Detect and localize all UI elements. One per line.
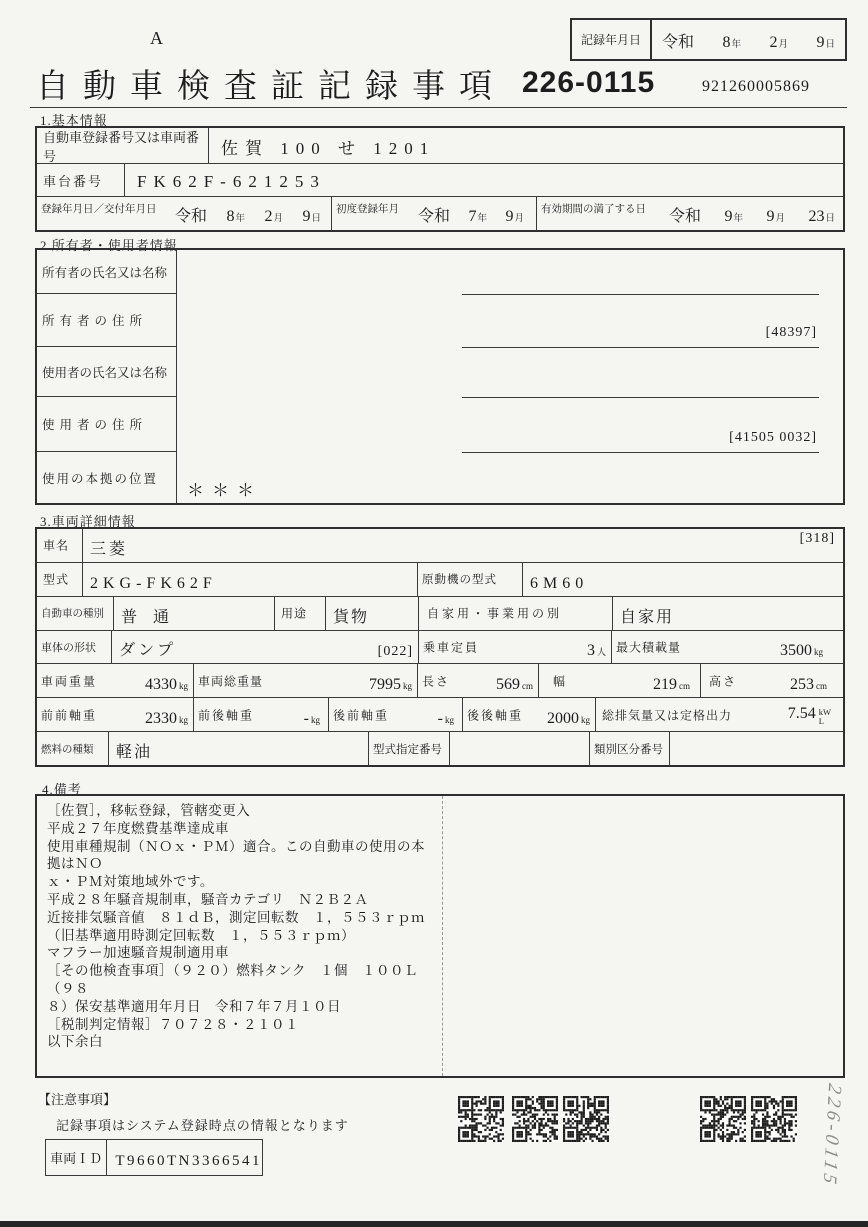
car-name-value: 三菱: [90, 540, 129, 558]
fuel-value: 軽油: [116, 744, 153, 762]
section-remarks: [35, 794, 845, 1078]
section-basic: [35, 126, 845, 232]
remark-line: ［その他検査事項］（９２０）燃料タンク １個 １００Ｌ （９８: [47, 963, 432, 996]
remarks-text: [47, 802, 437, 1051]
model-label: 型式: [43, 572, 70, 587]
row-axle-weights: 前前軸重 2330 kg 前後軸重 - kg 後前軸重 - kg 後後軸重 2000 kg 総排気量又は定格出力 7.54 kW L: [37, 698, 843, 732]
capacity-label: 乗車定員: [423, 640, 480, 655]
reg-date-label: 登録年月日／交付年月日: [41, 204, 157, 216]
car-name-label: 車名: [43, 538, 70, 553]
axle-rr-label: 後後軸重: [467, 708, 524, 723]
reg-number-value: 佐賀 100 せ 1201: [221, 139, 436, 158]
corner-mark: A: [150, 28, 163, 48]
model-value: 2KG-FK62F: [90, 574, 217, 592]
max-load-label: 最大積載量: [616, 640, 682, 655]
axle-fr-label: 前後軸重: [198, 708, 255, 723]
section-remarks-title: 4.備考: [42, 782, 82, 797]
qr-code: [700, 1096, 746, 1142]
record-date-label: 記録年月日: [572, 20, 652, 59]
weight-label: 車両重量: [41, 674, 98, 689]
weight-value: 4330: [145, 676, 177, 694]
remark-line: マフラー加速騒音規制適用車: [47, 945, 229, 961]
ownership-label: 自家用・事業用の別: [427, 606, 563, 621]
category-value: 普通: [121, 608, 186, 626]
gross-label: 車両総重量: [198, 674, 264, 689]
row-body-shape: 車体の形状 ダンプ [022] 乗車定員 3 人 最大積載量 3500 kg: [37, 631, 843, 665]
height-label: 高さ: [709, 674, 738, 689]
section-owner-title: 2.所有者・使用者情報: [40, 238, 178, 253]
qr-code: [458, 1096, 504, 1142]
length-value: 569: [496, 676, 520, 694]
axle-ff-value: 2330: [145, 710, 177, 728]
axle-rf-value: -: [437, 710, 443, 728]
document-number: 226-0115: [522, 66, 656, 99]
height-value: 253: [790, 676, 814, 694]
remark-line: （旧基準適用時測定回転数 １，５５３ｒｐｍ）: [47, 927, 355, 943]
remark-line: 使用車種規制（ＮＯｘ・ＰＭ）適合。この自動車の使用の本拠はＮＯ: [47, 838, 425, 872]
qr-code: [563, 1096, 609, 1142]
displacement-label: 総排気量又は定格出力: [602, 708, 733, 723]
notice-title: 【注意事項】: [38, 1092, 117, 1107]
row-reg-number: [37, 128, 843, 164]
use-label: 用途: [281, 606, 308, 621]
remarks-column-divider: [442, 796, 443, 1076]
serial-number: 921260005869: [702, 78, 810, 95]
expiry-label: 有効期間の満了する日: [541, 204, 646, 216]
vehicle-id-value: T9660TN3366541: [115, 1153, 262, 1169]
handwritten-note: 226-0115: [818, 1081, 845, 1190]
body-shape-code: [022]: [377, 644, 413, 660]
axle-ff-label: 前前軸重: [41, 708, 98, 723]
owner-name-label: 所有者の氏名又は名称: [37, 250, 177, 294]
remark-line: 平成２７年度燃費基準達成車: [47, 820, 229, 836]
displacement-value: 7.54: [787, 705, 816, 723]
first-reg-cell: 初度登録年月 令和 7年 9月: [332, 197, 537, 230]
body-shape-label: 車体の形状: [41, 642, 96, 654]
row-model: [37, 563, 843, 597]
reg-date-cell: 登録年月日／交付年月日 令和 8年 2月 9日: [37, 197, 332, 230]
axle-rf-label: 後前軸重: [333, 708, 390, 723]
owner-address-code: [48397]: [765, 325, 817, 340]
length-label: 長さ: [422, 674, 451, 689]
record-date-value: 令和 8年 2月 9日: [662, 34, 835, 51]
gross-value: 7995: [369, 676, 401, 694]
axle-rr-value: 2000: [547, 710, 579, 728]
remark-line: ｘ・ＰＭ対策地域外です。: [47, 874, 214, 890]
type-designation-label: 型式指定番号: [373, 743, 442, 756]
base-location-value: ＊＊＊: [187, 481, 262, 500]
capacity-value: 3: [586, 642, 595, 660]
ownership-value: 自家用: [620, 608, 675, 626]
user-address-underline: [462, 452, 819, 453]
kw-per-liter-units: kW L: [818, 707, 831, 726]
remark-line: 以下余白: [47, 1034, 103, 1050]
user-name-label: 使用者の氏名又は名称: [37, 347, 177, 397]
chassis-label: 車台番号: [37, 164, 125, 196]
engine-value: 6M60: [530, 574, 589, 592]
expiry-cell: 有効期間の満了する日 令和 9年 9月 23日: [537, 197, 843, 230]
owner-address-underline: [462, 347, 819, 348]
remark-line: ［佐賀］，移転登録，管轄変更入: [47, 803, 251, 818]
width-value: 219: [653, 676, 677, 694]
qr-code: [751, 1096, 797, 1142]
owner-address-label: 所有者の住所: [37, 294, 177, 347]
fuel-label: 燃料の種類: [41, 744, 94, 756]
axle-fr-value: -: [303, 710, 309, 728]
qr-code: [512, 1096, 558, 1142]
row-dates: [37, 197, 843, 230]
first-reg-label: 初度登録年月: [336, 204, 399, 216]
chassis-value: FK62F-621253: [137, 172, 326, 192]
row-car-name: [37, 529, 843, 563]
scan-bottom-edge: [0, 1221, 868, 1227]
page-title: 自動車検査証記録事項: [36, 69, 506, 105]
reg-number-label: 自動車登録番号又は車両番号: [37, 128, 209, 163]
user-name-underline: [462, 397, 819, 398]
record-date-box: [570, 18, 847, 61]
notice-text: 記録事項はシステム登録時点の情報となります: [56, 1118, 349, 1133]
category-label: 自動車の種別: [41, 608, 104, 620]
width-label: 幅: [553, 674, 567, 689]
section-vehicle: [35, 527, 845, 767]
class-number-label: 類別区分番号: [594, 743, 663, 756]
row-weights-dims: 車両重量 4330 kg 車両総重量 7995 kg 長さ 569 cm 幅 219 cm 高さ 253 cm: [37, 664, 843, 698]
user-address-label: 使用者の住所: [37, 397, 177, 452]
row-fuel-type-class: [37, 732, 843, 765]
base-location-label: 使用の本拠の位置: [37, 452, 177, 503]
max-load-value: 3500: [780, 642, 812, 660]
remark-line: ８）保安基準適用年月日 令和７年７月１０日: [47, 998, 341, 1014]
section-basic-title: 1.基本情報: [40, 113, 108, 128]
vehicle-id-box: [45, 1139, 263, 1176]
row-chassis: [37, 164, 843, 197]
remark-line: ［税制判定情報］７０７２８・２１０１: [47, 1016, 299, 1032]
engine-label: 原動機の型式: [422, 574, 497, 587]
car-name-code: [318]: [799, 531, 835, 546]
top-rule: [30, 107, 847, 108]
section-owner: [35, 248, 845, 505]
user-address-code: [41505 0032]: [729, 430, 817, 445]
remark-line: 平成２８年騒音規制車，騒音カテゴリ Ｎ２Ｂ２Ａ: [47, 891, 369, 907]
row-category: [37, 597, 843, 631]
section-vehicle-title: 3.車両詳細情報: [40, 514, 136, 529]
owner-name-underline: [462, 294, 819, 295]
remark-line: 近接排気騒音値 ８１ｄＢ，測定回転数 １，５５３ｒｐｍ: [47, 909, 425, 925]
body-shape-value: ダンプ: [119, 642, 177, 660]
vehicle-id-label: 車両ＩＤ: [46, 1140, 107, 1175]
use-value: 貨物: [333, 608, 370, 626]
